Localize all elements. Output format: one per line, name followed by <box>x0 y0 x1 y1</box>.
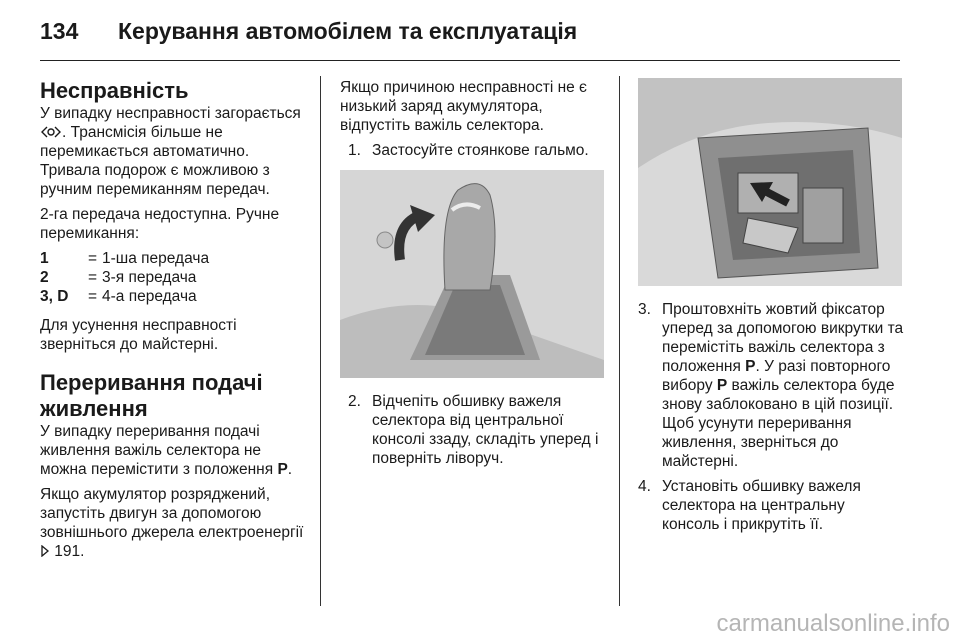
step-number: 1. <box>348 142 361 159</box>
position-p: P <box>745 358 756 375</box>
gearbox-warning-icon <box>40 124 62 141</box>
intro-paragraph: Якщо причиною несправності не є низький заряд акумулятора, відпустіть важіль селектора. <box>340 79 587 134</box>
column-divider-2 <box>619 76 620 606</box>
step-2 <box>348 392 605 468</box>
page-ref-icon <box>40 543 50 560</box>
step-text <box>662 300 906 471</box>
malfunction-paragraph-2: 2-га передача недоступна. Ручне перемикання: <box>40 206 280 242</box>
gear-row <box>40 268 308 287</box>
gear-val: 1-ша передача <box>102 250 210 267</box>
position-p: P <box>716 377 728 394</box>
column-3 <box>638 78 906 540</box>
text: Проштовхніть жовтий фіксатор уперед за допомогою викрутки та перемістіть важіль селектора з положення <box>662 301 904 375</box>
text: Якщо акумулятор розряджений, запустіть двигун за допомогою зовнішнього джерела електроенергії <box>40 486 304 541</box>
gear-eq: = <box>88 250 98 267</box>
header-divider <box>40 60 900 61</box>
malfunction-paragraph-3: Для усунення несправності зверніться до майстерні. <box>40 317 237 353</box>
text: . Трансмісія більше не перемикається автоматично. Тривала подорож є можливою з ручним перемиканням передач. <box>40 124 270 198</box>
text: . У разі повторного вибору <box>662 358 891 394</box>
gear-key: 3, D <box>40 288 69 305</box>
section-heading-power-interruption: Переривання подачі живлення <box>40 370 263 421</box>
text: важіль селектора буде знову заблоковано в цій позиції. Щоб усунути переривання живлення, зверніться до майстерні. <box>662 377 895 470</box>
step-3 <box>638 300 906 471</box>
malfunction-paragraph-1 <box>40 104 308 199</box>
page-header <box>40 14 900 56</box>
text: . <box>287 461 293 478</box>
step-1 <box>348 141 605 160</box>
text: У випадку несправності загорається <box>40 105 301 122</box>
selector-lock-illustration <box>638 78 902 286</box>
power-paragraph-2 <box>40 485 308 561</box>
page-title: Керування автомобілем та експлуатація <box>118 18 578 44</box>
gear-val: 4-а передача <box>102 288 197 305</box>
text: У випадку переривання подачі живлення важіль селектора не можна перемістити з положення <box>40 423 278 478</box>
gear-mapping-table <box>40 249 308 306</box>
step-text: Відчепіть обшивку важеля селектора від центральної консолі ззаду, складіть уперед і поверніть ліворуч. <box>372 393 599 467</box>
position-p: P <box>277 461 288 478</box>
watermark: carmanualsonline.info <box>716 610 950 637</box>
page-number: 134 <box>40 18 79 44</box>
gear-key: 1 <box>40 250 49 267</box>
section-heading-malfunction: Несправність <box>40 78 189 103</box>
page-reference[interactable]: 191. <box>50 543 85 560</box>
step-4 <box>638 477 906 534</box>
step-text: Застосуйте стоянкове гальмо. <box>372 142 589 159</box>
gear-eq: = <box>88 269 98 286</box>
step-number: 4. <box>638 478 651 495</box>
step-text: Установіть обшивку важеля селектора на центральну консоль і прикрутіть її. <box>662 478 861 533</box>
column-divider-1 <box>320 76 321 606</box>
column-1 <box>40 78 308 567</box>
gear-row <box>40 249 308 268</box>
gear-selector-lever-illustration <box>340 170 604 378</box>
gear-key: 2 <box>40 269 49 286</box>
gear-eq: = <box>88 288 98 305</box>
column-2 <box>340 78 605 474</box>
step-number: 3. <box>638 301 651 318</box>
step-number: 2. <box>348 393 361 410</box>
gear-row <box>40 287 308 306</box>
power-paragraph-1 <box>40 422 308 479</box>
gear-val: 3-я передача <box>102 269 197 286</box>
